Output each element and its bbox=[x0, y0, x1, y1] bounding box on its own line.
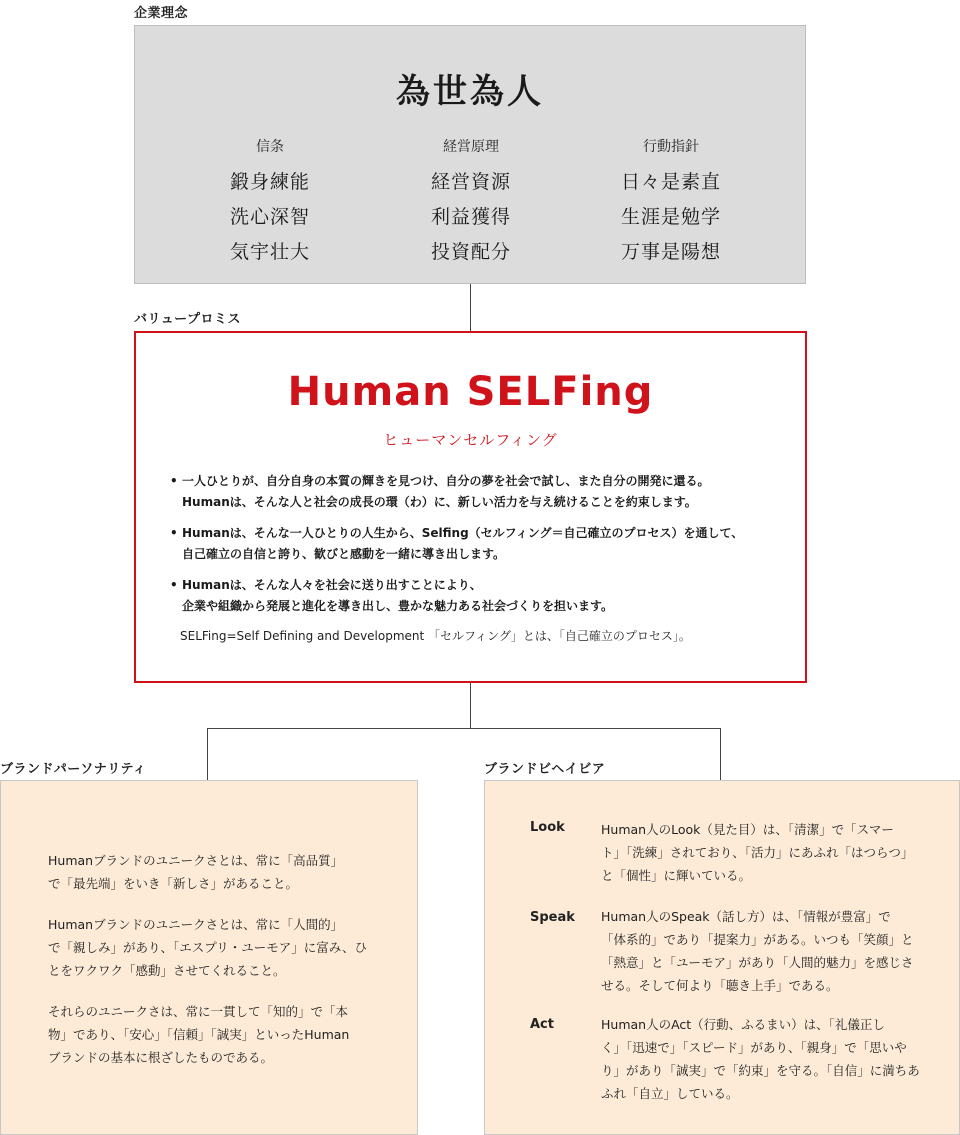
paragraph-line: で「親しみ」があり、「エスプリ・ユーモア」に富み、ひ bbox=[48, 940, 368, 955]
column-item: 鍛身練能 bbox=[229, 171, 310, 193]
column-item: 生涯是勉学 bbox=[620, 206, 721, 228]
promise-line: 企業や組織から発展と進化を導き出し、豊かな魅力ある社会づくりを担います。 bbox=[182, 599, 614, 613]
paragraph-line: ブランドの基本に根ざしたものである。 bbox=[48, 1050, 274, 1065]
behavior-term-act: Act bbox=[530, 1017, 554, 1032]
philosophy-column-conduct bbox=[571, 136, 771, 270]
personality-paragraph bbox=[48, 849, 383, 895]
desc-line: Human人のSpeak（話し方）は、「情報が豊富」で bbox=[601, 909, 891, 924]
bullet-icon: • bbox=[170, 526, 178, 540]
promise-bullet bbox=[170, 471, 790, 513]
column-heading: 信条 bbox=[256, 139, 284, 155]
connector-line bbox=[207, 728, 721, 729]
desc-line: Human人のLook（見た目）は、「清潔」で「スマー bbox=[601, 822, 894, 837]
paragraph-line: 物」であり、「安心」「信頼」「誠実」といったHuman bbox=[48, 1027, 350, 1042]
desc-line: 「熱意」と「ユーモア」があり「人間的魅力」を感じさ bbox=[601, 955, 914, 970]
desc-line: と「個性」に輝いている。 bbox=[601, 868, 752, 883]
promise-bullet bbox=[170, 523, 790, 565]
value-promise-label: バリュープロミス bbox=[134, 312, 241, 327]
column-item: 利益獲得 bbox=[430, 206, 511, 228]
column-item: 投資配分 bbox=[430, 241, 511, 263]
column-item: 気宇壮大 bbox=[229, 241, 310, 263]
brand-personality-box bbox=[0, 780, 418, 1135]
value-promise-box bbox=[134, 331, 807, 683]
corporate-philosophy-box bbox=[134, 25, 806, 284]
brand-title-kana: ヒューマンセルフィング bbox=[383, 431, 558, 449]
brand-behavior-label: ブランドビヘイビア bbox=[484, 762, 606, 777]
philosophy-title: 為世為人 bbox=[396, 72, 544, 112]
paragraph-line: それらのユニークさは、常に一貫して「知的」で「本 bbox=[48, 1004, 349, 1019]
selfing-note: SELFing=Self Defining and Development 「セルフィング」とは、「自己確立のプロセス」。 bbox=[180, 629, 691, 643]
desc-line: ふれ「自立」している。 bbox=[601, 1086, 739, 1101]
column-item: 万事是陽想 bbox=[620, 241, 721, 263]
brand-personality-label: ブランドパーソナリティ bbox=[0, 762, 147, 777]
connector-line bbox=[207, 728, 208, 780]
behavior-desc-act bbox=[601, 1013, 921, 1105]
column-item: 日々是素直 bbox=[620, 171, 721, 193]
brand-behavior-box bbox=[484, 780, 960, 1135]
promise-line: Humanは、そんな人々を社会に送り出すことにより、 bbox=[182, 578, 482, 592]
personality-paragraph bbox=[48, 913, 383, 982]
column-item: 洗心深智 bbox=[229, 206, 310, 228]
philosophy-column-management bbox=[371, 136, 571, 270]
connector-line bbox=[470, 683, 471, 728]
behavior-desc-speak bbox=[601, 905, 921, 997]
connector-line bbox=[470, 284, 471, 331]
corporate-philosophy-label: 企業理念 bbox=[134, 6, 189, 21]
paragraph-line: Humanブランドのユニークさとは、常に「高品質」 bbox=[48, 853, 344, 868]
desc-line: Human人のAct（行動、ふるまい）は、「礼儀正し bbox=[601, 1017, 885, 1032]
promise-line: 自己確立の自信と誇り、歓びと感動を一緒に導き出します。 bbox=[182, 547, 506, 561]
bullet-icon: • bbox=[170, 474, 178, 488]
paragraph-line: とをワクワク「感動」させてくれること。 bbox=[48, 963, 286, 978]
promise-line: Humanは、そんな人と社会の成長の環（わ）に、新しい活力を与え続けることを約束します。 bbox=[182, 495, 697, 509]
connector-line bbox=[720, 728, 721, 780]
brand-title: Human SELFing bbox=[287, 369, 654, 415]
behavior-term-speak: Speak bbox=[530, 910, 575, 925]
desc-line: り」があり「誠実」で「約束」を守る。「自信」に満ちあ bbox=[601, 1063, 920, 1078]
column-item: 経営資源 bbox=[430, 171, 511, 193]
column-heading: 経営原理 bbox=[443, 139, 499, 155]
promise-line: 一人ひとりが、自分自身の本質の輝きを見つけ、自分の夢を社会で試し、また自分の開発に還る。 bbox=[182, 474, 710, 488]
column-heading: 行動指針 bbox=[643, 139, 699, 155]
promise-line: Humanは、そんな一人ひとりの人生から、Selfing（セルフィング＝自己確立のプロセス）を通して、 bbox=[182, 526, 744, 540]
bullet-icon: • bbox=[170, 578, 178, 592]
desc-line: せる。そして何より「聴き上手」である。 bbox=[601, 978, 839, 993]
desc-line: 「体系的」であり「提案力」がある。いつも「笑顔」と bbox=[601, 932, 914, 947]
personality-paragraph bbox=[48, 1000, 383, 1069]
behavior-desc-look bbox=[601, 818, 921, 887]
desc-line: ト」「洗練」されており、「活力」にあふれ「はつらつ」 bbox=[601, 845, 914, 860]
behavior-term-look: Look bbox=[530, 820, 565, 835]
paragraph-line: で「最先端」をいき「新しさ」があること。 bbox=[48, 876, 299, 891]
paragraph-line: Humanブランドのユニークさとは、常に「人間的」 bbox=[48, 917, 344, 932]
philosophy-column-creed bbox=[170, 136, 370, 270]
desc-line: く」「迅速で」「スピード」があり、「親身」で「思いや bbox=[601, 1040, 907, 1055]
promise-bullet bbox=[170, 575, 790, 617]
